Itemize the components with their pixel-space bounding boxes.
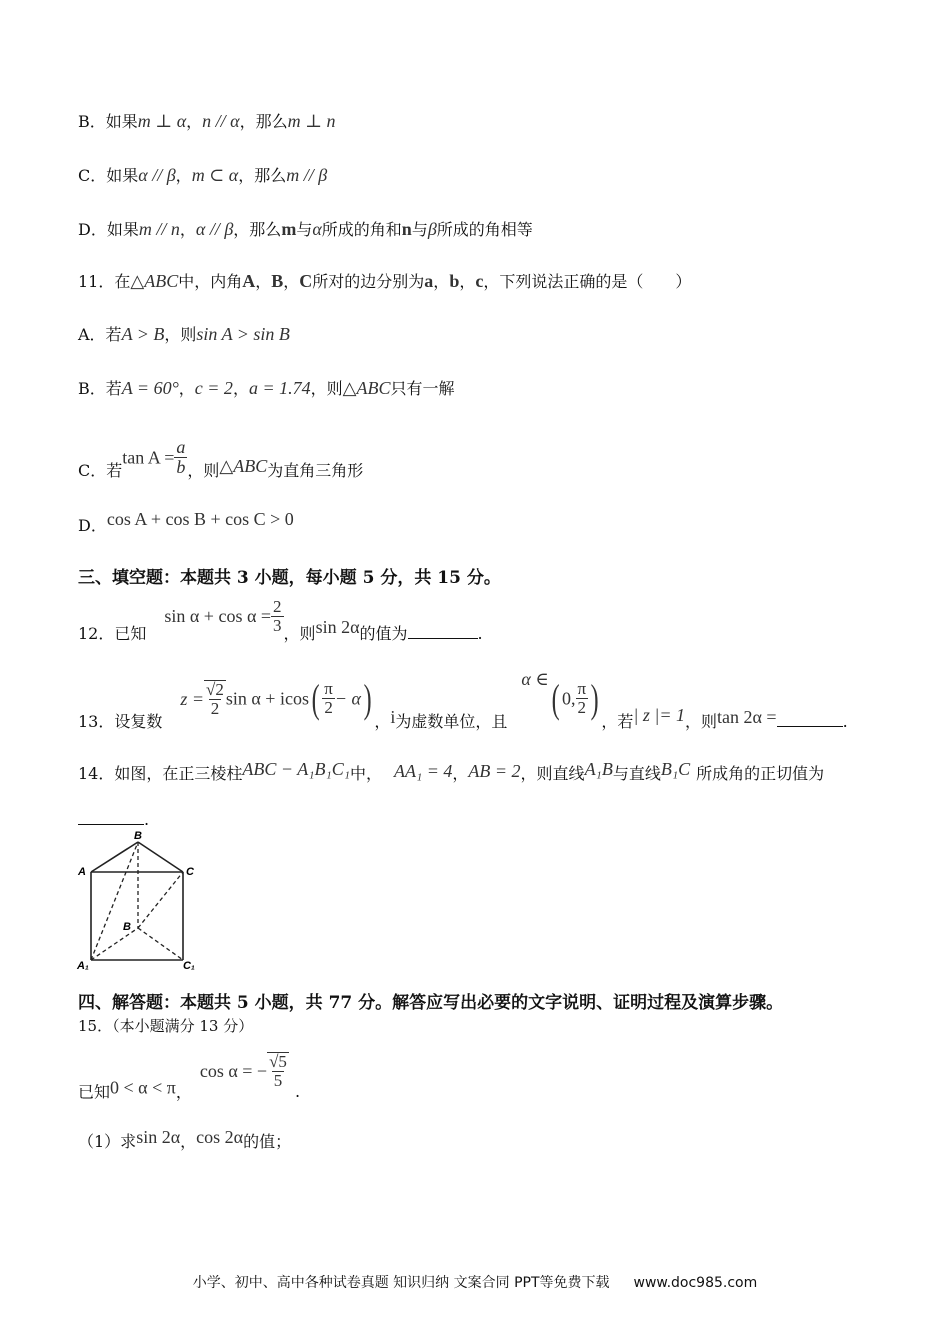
numerator: π (577, 679, 587, 699)
edge-bc (138, 842, 183, 872)
var: C (299, 271, 313, 291)
option-label: C．若 (78, 460, 123, 480)
text: 所成的角和 (321, 220, 402, 239)
q11-option-c (78, 438, 363, 479)
q11-option-b (78, 379, 454, 397)
edge-b1c1 (138, 928, 183, 960)
text: ，下列说法正确的是（ ） (483, 272, 692, 291)
math-expr: m // β (286, 165, 328, 185)
text: ，则 (283, 623, 316, 643)
denominator: 5 (273, 1070, 283, 1090)
paren-left: ( (311, 675, 320, 721)
separator: ，那么 (239, 112, 288, 131)
math-expr: m ⊥ α (137, 111, 187, 131)
math-expr: m ⊂ α (191, 165, 239, 185)
label-c1: C₁ (183, 960, 195, 972)
math-expr: A = 60° (121, 378, 179, 398)
text: . (477, 623, 483, 643)
denominator: 2 (577, 698, 587, 717)
text: ，若 (601, 712, 634, 731)
footer-text: 小学、初中、高中各种试卷真题 知识归纳 文案合同 PPT等免费下载 (192, 1275, 610, 1291)
math-expr: m ⊥ n (287, 111, 336, 131)
math-expr: 0, (561, 688, 576, 709)
math-expr: sin 2α (315, 616, 360, 637)
q11-stem (78, 272, 691, 290)
separator: ， (175, 166, 192, 185)
separator: ，那么 (238, 166, 287, 185)
math-expr: 0 < α < π (110, 1077, 176, 1098)
math-expr: △ABC (342, 378, 391, 398)
question-number: 14．如图，在正三棱柱 (78, 764, 243, 783)
math-expr: AB = 2 (468, 761, 521, 781)
math-expr: cos α = − (199, 1060, 268, 1081)
line-b1c (138, 872, 183, 928)
q15-part1 (78, 1128, 291, 1150)
q10-option-b (78, 112, 336, 130)
separator: ， (452, 764, 469, 783)
var-m: m (281, 219, 297, 239)
label-a1: A₁ (77, 960, 89, 972)
line-a1b (91, 842, 138, 960)
q14 (78, 760, 824, 782)
math-expr: α ∈ (521, 669, 549, 689)
fraction (174, 438, 187, 477)
separator: ， (186, 112, 203, 131)
separator: ， (255, 272, 272, 291)
q11-option-d (78, 510, 294, 534)
math-expr: n // α (202, 111, 240, 131)
text: 为虚数单位，且 (395, 712, 508, 731)
answer-blank[interactable] (777, 726, 843, 727)
edge-ab (91, 842, 138, 872)
math-expr: △ABC (219, 455, 268, 476)
math-expr: m // n (138, 219, 180, 239)
math-expr: sin A > sin B (196, 324, 290, 344)
text: ，则 (310, 379, 343, 398)
footer-link[interactable]: www.doc985.com (633, 1275, 758, 1291)
math-expr: − α (334, 688, 361, 709)
q15-header: 15．（本小题满分 13 分） (78, 1017, 254, 1035)
text: 与 (296, 220, 313, 239)
text: 只有一解 (390, 379, 455, 398)
q12 (78, 598, 483, 642)
math-expr: | z |= 1 (633, 705, 685, 725)
var: b (449, 271, 460, 291)
text: 与 (411, 220, 428, 239)
option-label: D．如果 (78, 220, 139, 239)
text: . (842, 712, 848, 731)
math-expr: tan A = (122, 447, 175, 468)
label-b1: B (123, 921, 131, 933)
fraction (204, 680, 226, 718)
separator: ， (459, 272, 476, 291)
text: 的值为 (359, 623, 408, 643)
separator: ， (179, 220, 196, 239)
page-footer (0, 1272, 950, 1292)
text: 所成的角相等 (436, 220, 533, 239)
text: . (144, 810, 150, 829)
q14-answer-line (78, 812, 149, 828)
math-expr: A > B (121, 324, 165, 344)
prism-figure (74, 828, 204, 973)
text: 已知 (78, 1082, 111, 1102)
option-label: C．如果 (78, 166, 139, 185)
denominator: 2 (210, 698, 220, 718)
question-number: 12．已知 (78, 623, 147, 643)
paren-right: ) (363, 675, 372, 721)
answer-blank[interactable] (78, 824, 144, 825)
math-expr: sin α + cos α = (164, 606, 272, 627)
text: ，则直线 (520, 764, 585, 783)
fraction (267, 1052, 289, 1090)
question-number: 13．设复数 (78, 712, 163, 731)
var-alpha: α (312, 219, 322, 239)
numerator: √2 (206, 679, 224, 699)
option-label: A．若 (78, 325, 122, 344)
separator: ， (283, 272, 300, 291)
math-expr: A₁B (584, 759, 613, 779)
q13 (78, 670, 848, 730)
denominator: b (176, 456, 186, 477)
text: 中，内角 (178, 272, 243, 291)
math-expr: cos 2α (196, 1127, 244, 1147)
text: 为直角三角形 (267, 460, 364, 480)
math-expr: tan 2α = (717, 707, 777, 727)
option-label: B．若 (78, 379, 122, 398)
fraction (322, 680, 335, 717)
math-expr: sin α + icos (225, 688, 309, 709)
var-beta: β (427, 219, 437, 239)
question-number: 11．在 (78, 272, 131, 291)
fraction (271, 598, 284, 635)
var: B (271, 271, 284, 291)
math-expr: ABC − A₁B₁C₁ (242, 759, 350, 779)
separator: ， (180, 1132, 197, 1151)
math-expr: cos A + cos B + cos C > 0 (106, 509, 294, 529)
var: c (475, 271, 484, 291)
numerator: a (176, 437, 186, 457)
numerator: π (324, 679, 333, 699)
text: 与直线 (612, 764, 661, 783)
denominator: 2 (324, 698, 333, 717)
q15-given (78, 1052, 300, 1100)
math-expr: i (390, 707, 396, 727)
numerator: 2 (273, 597, 282, 616)
option-label: D． (78, 516, 107, 535)
paren-right: ) (590, 675, 599, 721)
math-expr: AA₁ = 4 (393, 761, 453, 781)
label-c: C (186, 866, 194, 878)
q10-option-d (78, 220, 533, 238)
part-label: （1）求 (78, 1132, 137, 1151)
text: 的值； (243, 1132, 292, 1151)
fraction (575, 680, 588, 717)
option-label: B．如果 (78, 112, 138, 131)
math-expr: z = (180, 688, 205, 709)
q10-option-c (78, 166, 327, 184)
text: . (294, 1082, 301, 1102)
q11-option-a (78, 325, 290, 343)
text: ，则 (164, 325, 197, 344)
numerator: √5 (269, 1052, 287, 1071)
separator: ， (433, 272, 450, 291)
separator: ， (232, 379, 249, 398)
section-4-title: 四、解答题：本题共 5 小题，共 77 分。解答应写出必要的文字说明、证明过程及演算步骤。 (78, 993, 784, 1013)
math-expr: B₁C (660, 759, 691, 779)
paren-left: ( (551, 675, 560, 721)
math-expr: sin 2α (136, 1127, 181, 1147)
label-a: A (78, 866, 86, 878)
label-b: B (134, 830, 142, 842)
text: ，则 (684, 712, 717, 731)
text: 所成角的正切值为 (696, 764, 825, 783)
separator: ， (178, 379, 195, 398)
text: ，则 (187, 460, 220, 480)
var: A (242, 271, 256, 291)
separator: ， (175, 1082, 192, 1102)
section-3-title: 三、填空题：本题共 3 小题，每小题 5 分，共 15 分。 (78, 568, 501, 588)
math-expr: a = 1.74 (248, 378, 311, 398)
math-expr: c = 2 (194, 378, 233, 398)
text: ，那么 (233, 220, 282, 239)
denominator: 3 (273, 615, 282, 635)
var-n: n (401, 219, 412, 239)
math-expr: α // β (138, 165, 176, 185)
text: ， (374, 712, 391, 731)
math-expr: α // β (195, 219, 234, 239)
text: 中， (349, 764, 382, 783)
text: 所对的边分别为 (312, 272, 425, 291)
math-expr: △ABC (130, 271, 179, 291)
var: a (424, 271, 434, 291)
answer-blank[interactable] (408, 638, 478, 639)
